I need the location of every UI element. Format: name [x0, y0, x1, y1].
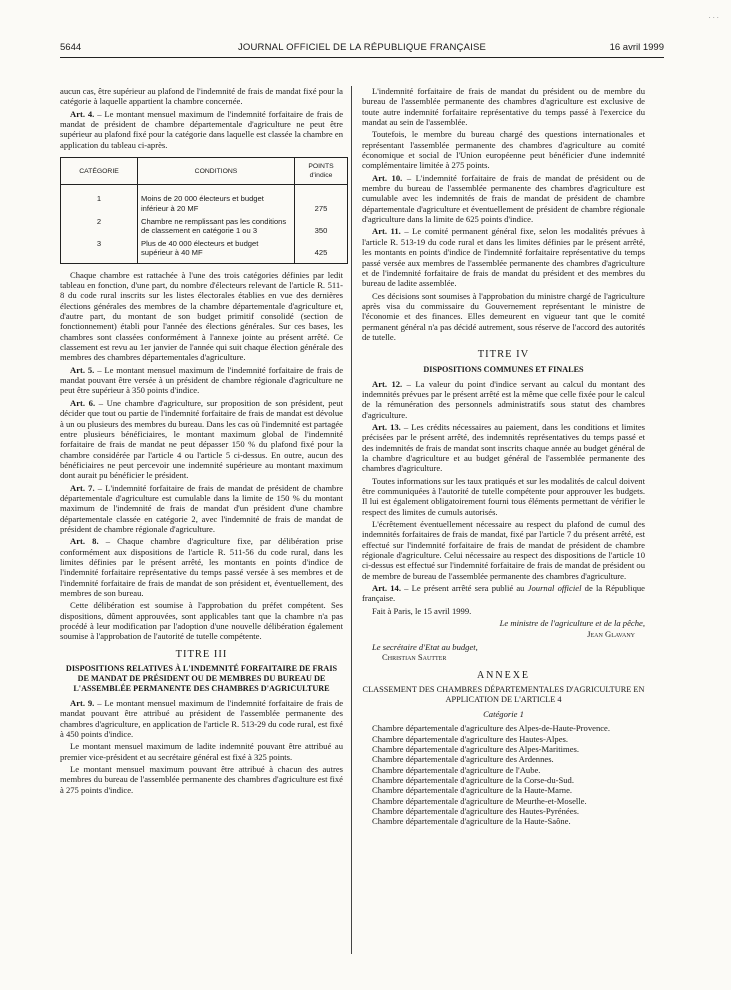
- article-10-text: – L'indemnité forfaitaire de frais de mandat de président ou de membre du bureau de l'assemblée permanente des chambres d'agriculture est cumulable avec les indemnités de frais de mandat de président de chambre départementale d'agriculture et éventuellement de président de chambre régionale d'agriculture dans la limite de 625 points d'indice.: [362, 172, 645, 225]
- cell-category: 3: [61, 237, 138, 263]
- secretary-title: Le secrétaire d'Etat au budget,: [372, 641, 478, 652]
- titre-4-subheading: DISPOSITIONS COMMUNES ET FINALES: [423, 364, 584, 374]
- article-6-label: Art. 6.: [70, 397, 96, 408]
- cell-conditions: Plus de 40 000 électeurs et budget supérieur à 40 MF: [138, 237, 295, 263]
- cell-category: 1: [61, 185, 138, 215]
- column-header-categorie: CATÉGORIE: [61, 158, 138, 185]
- cell-points: 425: [295, 237, 348, 263]
- paragraph-decisions: Ces décisions sont soumises à l'approbation du ministre chargé de l'agriculture après visa du commissaire du Gouvernement représentant le ministre de l'économie et des finances. Elles demeurent en vigueur tant que le comité permanent général n'a pas décidé autrement, sous réserve de l'accord des autorités de tutelle.: [362, 290, 645, 342]
- list-item: Chambre départementale d'agriculture des Ardennes.: [372, 754, 554, 765]
- scan-specks: · · ·: [708, 14, 719, 22]
- article-7-text: – L'indemnité forfaitaire de frais de mandat de président de chambre départementale d'agriculture est cumulable dans la limite de 150 % du montant maximum de l'indemnité de frais de mandat d'un président d'une chambre départementale classée en catégorie 2, avec l'indemnité de frais de mandat de président de chambre régionale d'agriculture.: [60, 482, 344, 534]
- annexe-subheading: CLASSEMENT DES CHAMBRES DÉPARTEMENTALES D'AGRICULTURE EN APPLICATION DE L'ARTICLE 4: [362, 684, 645, 704]
- titre-4-heading: TITRE IV: [477, 349, 530, 361]
- cell-points: 275: [295, 185, 348, 215]
- column-header-points: POINTS d'indice: [295, 158, 348, 185]
- journal-title: JOURNAL OFFICIEL DE LA RÉPUBLIQUE FRANÇAISE: [237, 42, 487, 53]
- article-5-text: – Le montant mensuel maximum de l'indemnité forfaitaire de frais de mandat pouvant être versée à un président de chambre régionale d'agriculture ne peut être supérieur à 350 points d'indice.: [60, 364, 344, 396]
- page-number: 5644: [60, 42, 82, 53]
- article-12-label: Art. 12.: [372, 378, 403, 389]
- list-item: Chambre départementale d'agriculture des Hautes-Alpes.: [372, 733, 569, 744]
- minister-title: Le ministre de l'agriculture et de la pêche,: [499, 618, 645, 629]
- table-row: [61, 185, 348, 215]
- cell-conditions: Chambre ne remplissant pas les conditions de classement en catégorie 1 ou 3: [138, 215, 295, 237]
- list-item: Chambre départementale d'agriculture des Alpes-de-Haute-Provence.: [372, 723, 611, 734]
- column-divider: [351, 86, 352, 954]
- article-11: [362, 226, 645, 288]
- titre-3-heading: TITRE III: [175, 648, 228, 660]
- category-1-heading: Catégorie 1: [483, 708, 524, 719]
- article-14-post: de la République française.: [362, 583, 645, 604]
- list-item: Chambre départementale d'agriculture de la Corse-du-Sud.: [372, 774, 574, 785]
- category-table: [60, 157, 348, 264]
- annexe-heading: ANNEXE: [476, 669, 531, 681]
- article-4-label: Art. 4.: [70, 108, 95, 119]
- article-13-label: Art. 13.: [372, 421, 401, 432]
- titre-3-subheading: DISPOSITIONS RELATIVES À L'INDEMNITÉ FORFAITAIRE DE FRAIS DE MANDAT DE PRÉSIDENT OU DE MEMBRES DU BUREAU DE L'ASSEMBLÉE PERMANENTE DES CHAMBRES D'AGRICULTURE: [65, 664, 338, 694]
- article-4: [60, 109, 343, 150]
- right-column: [362, 86, 645, 827]
- minister-name: Jean Glavany: [587, 628, 635, 639]
- article-8-label: Art. 8.: [70, 536, 99, 547]
- list-item: Chambre départementale d'agriculture de l'Aube.: [372, 764, 541, 775]
- paragraph-classement: Chaque chambre est rattachée à l'une des trois catégories définies par ledit tableau en fonction, d'une part, du nombre d'électeurs relevant de l'article R. 511-8 du code rural inscrits sur les listes électorales établies en vue des dernières élections générales des membres de la chambre départementale d'agriculture et, d'autre part, du montant de son budget primitif consolidé (section de fonctionnement) établi pour l'année des élections générales. Sur ces bases, les chambres sont classées conformément à l'annexe jointe au présent arrêté. Ce classement est revu au 1er janvier de l'année qui suit chaque élection générale des membres des chambres départementales d'agriculture.: [60, 269, 343, 363]
- article-6-text: – Une chambre d'agriculture, sur proposition de son président, peut décider que tout ou partie de l'indemnité forfaitaire de frais de mandat est dévolue à un ou plusieurs des membres du bureau. Dans les cas où l'indemnité est partagée entre plusieurs bénéficiaires, le montant maximum global de l'indemnité forfaitaire de frais de mandat ne peut dépasser 150 % du plafond fixé pour la chambre considérée par l'article 4 ou l'article 5 ci-dessus. En outre, aucun des bénéficiaires ne peut percevoir une indemnité supérieure au montant maximum dont aurait pu bénéficier le président.: [60, 397, 343, 481]
- list-item: Chambre départementale d'agriculture de Meurthe-et-Moselle.: [372, 795, 587, 806]
- article-6: [60, 398, 343, 481]
- article-13: [362, 422, 645, 474]
- article-7: [60, 483, 343, 535]
- article-13-text: – Les crédits nécessaires au paiement, dans les conditions et limites précisées par le présent arrêté, des indemnités représentatives du temps passé et des indemnités de frais de mandat sont inscrits chaque année au budget général de la chambre d'agriculture et au budget général de l'assemblée permanente des chambres d'agriculture.: [362, 421, 646, 474]
- list-item: Chambre départementale d'agriculture des Alpes-Maritimes.: [372, 743, 580, 754]
- paragraph-informations: Toutes informations sur les taux pratiqués et sur les modalités de calcul doivent être communiquées à l'autorité de tutelle compétente pour approuver les budgets. Il lui est également obligatoirement fourni tous éléments permettant de vérifier le respect des limites de cumuls autorisés.: [362, 475, 645, 517]
- article-14-label: Art. 14.: [372, 583, 401, 594]
- paragraph-ecretement: L'écrêtement éventuellement nécessaire au respect du plafond de cumul des indemnités forfaitaires de frais de mandat, fixé par l'article 7 du présent arrêté, est effectué sur l'indemnité forfaitaire de frais de mandat de président de chambre régionale d'agriculture. Celui nécessaire au respect des dispositions de l'article 10 ci-dessus est effectué sur l'indemnité forfaitaire de frais de mandat de président ou de membre de bureau de l'assemblée permanente des chambres d'agriculture.: [362, 519, 645, 581]
- signature-date: Fait à Paris, le 15 avril 1999.: [372, 605, 472, 616]
- list-item: Chambre départementale d'agriculture de la Haute-Saône.: [372, 816, 571, 827]
- article-11-text: – Le comité permanent général fixe, selon les modalités prévues à l'article R. 513-19 du code rural et dans les limites définies par le présent arrêté, les montants en points d'indice de l'indemnité forfaitaire représentative du temps passé versée aux membres de l'assemblée permanente des chambres d'agriculture et de l'indemnité forfaitaire de frais de mandat du président et des membres du bureau de ladite assemblée.: [362, 226, 645, 289]
- article-14-pre: – Le présent arrêté sera publié au: [400, 583, 528, 594]
- cell-category: 2: [61, 215, 138, 237]
- article-9: [60, 698, 343, 739]
- paragraph-intro: aucun cas, être supérieur au plafond de l'indemnité de frais de mandat fixé pour la catégorie à laquelle appartient la chambre concernée.: [60, 86, 343, 107]
- cell-points: 350: [295, 215, 348, 237]
- table-row: [61, 237, 348, 263]
- chamber-list: [362, 723, 645, 826]
- article-12: [362, 379, 645, 420]
- list-item: Chambre départementale d'agriculture de la Haute-Marne.: [372, 785, 573, 796]
- paragraph-autres-membres: Le montant mensuel maximum pouvant être attribué à chacun des autres membres du bureau de l'assemblée permanente des chambres d'agriculture est fixé à 275 points d'indice.: [60, 764, 343, 795]
- header-rule: [60, 57, 664, 58]
- article-10: [362, 173, 645, 225]
- table-row: [61, 215, 348, 237]
- article-7-label: Art. 7.: [70, 482, 95, 493]
- secretary-name: Christian Sautter: [382, 652, 447, 663]
- list-item: Chambre départementale d'agriculture des Hautes-Pyrénées.: [372, 805, 579, 816]
- article-11-label: Art. 11.: [372, 226, 401, 237]
- article-10-label: Art. 10.: [372, 172, 403, 183]
- table-header-row: [61, 158, 348, 185]
- article-12-text: – La valeur du point d'indice servant au calcul du montant des indemnités prévues par le présent arrêté est la même que celle fixée pour le calcul de la rémunération des personnels administratifs sous statut des chambres d'agriculture.: [362, 378, 646, 420]
- article-9-text: – Le montant mensuel maximum de l'indemnité forfaitaire de frais de mandat pouvant être attribué au président de l'assemblée permanente des chambres d'agriculture, en application de l'article R. 513-29 du code rural, est fixé à 450 points d'indice.: [60, 698, 344, 740]
- journal-officiel-italic: Journal officiel: [527, 583, 582, 594]
- issue-date: 16 avril 1999: [609, 42, 664, 53]
- page-header: [60, 42, 664, 56]
- article-14: [362, 583, 645, 604]
- article-5-label: Art. 5.: [70, 364, 95, 375]
- article-8-text: – Chaque chambre d'agriculture fixe, par délibération prise conformément aux dispositions de l'article R. 511-56 du code rural, dans les limites définies par le présent arrêté, les montants en points d'indice de l'indemnité forfaitaire représentative du temps passé versée à ses membres et de l'indemnité forfaitaire de frais de mandat de son président et, éventuellement, des membres de son bureau.: [60, 536, 344, 598]
- left-column: [60, 86, 343, 797]
- cell-conditions: Moins de 20 000 électeurs et budget inférieur à 20 MF: [138, 185, 295, 215]
- paragraph-exclusive: L'indemnité forfaitaire de frais de mandat du président ou de membre du bureau de l'assemblée permanente des chambres d'agriculture est exclusive de toute autre indemnité forfaitaire représentative du temps passé à l'exercice du mandat au sein de l'assemblée.: [362, 86, 645, 128]
- paragraph-vice-president: Le montant mensuel maximum de ladite indemnité pouvant être attribué au premier vice-président et au secrétaire général est fixé à 325 points.: [60, 741, 343, 762]
- article-4-text: – Le montant mensuel maximum de l'indemnité forfaitaire de frais de mandat de président de chambre départementale d'agriculture ne peut être supérieur au plafond fixé pour la catégorie dans laquelle est classée la chambre en application du tableau ci-après.: [60, 108, 344, 150]
- article-5: [60, 365, 343, 396]
- paragraph-deliberation: Cette délibération est soumise à l'approbation du préfet compétent. Ses dispositions, dûment approuvées, sont applicables tant que la chambre n'a pas procédé à leur modification par l'adoption d'une nouvelle délibération également soumise à l'approbation de l'autorité de tutelle compétente.: [60, 600, 343, 642]
- paragraph-toutefois: Toutefois, le membre du bureau chargé des questions internationales et représentant l'assemblée permanente des chambres d'agriculture au comité économique et social de l'Union européenne peut bénéficier d'une indemnité complémentaire limitée à 275 points.: [362, 129, 645, 171]
- column-header-conditions: CONDITIONS: [138, 158, 295, 185]
- article-8: [60, 536, 343, 598]
- article-9-label: Art. 9.: [70, 698, 95, 709]
